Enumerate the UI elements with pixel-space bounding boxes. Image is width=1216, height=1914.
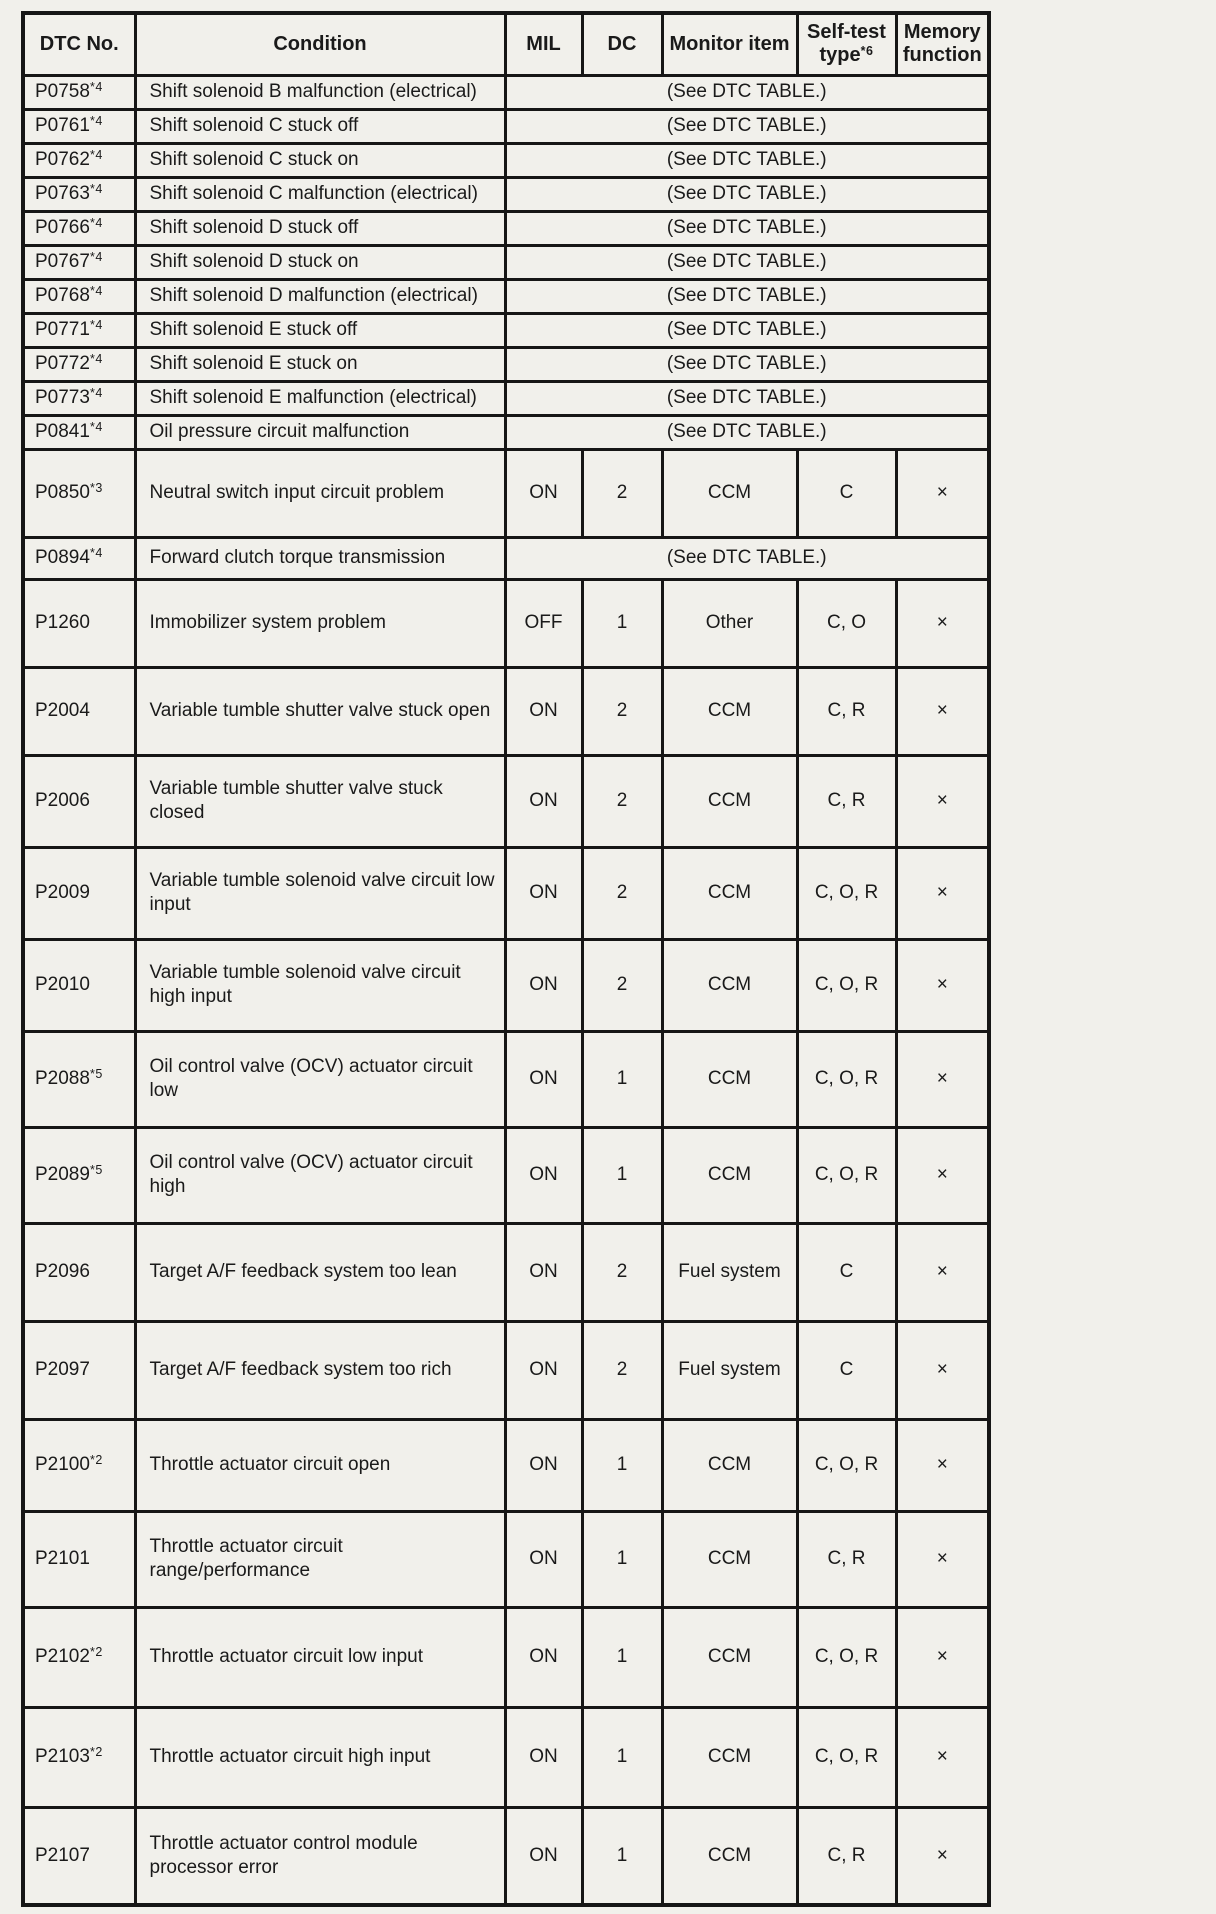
dc-cell: 1 (582, 1511, 662, 1607)
dtc-code-cell (23, 1419, 135, 1511)
dtc-code-cell (23, 313, 135, 347)
condition-cell: Throttle actuator control module processor error (135, 1807, 505, 1905)
table-row (23, 939, 989, 1031)
mil-cell: ON (505, 847, 582, 939)
monitor-item-cell: CCM (662, 755, 797, 847)
dtc-code-cell (23, 847, 135, 939)
see-dtc-table-cell: (See DTC TABLE.) (505, 109, 989, 143)
dtc-code: P2088 (35, 1068, 90, 1090)
self-test-type-cell: C (797, 449, 896, 537)
dtc-superscript: *2 (89, 1453, 103, 1468)
table-row (23, 1321, 989, 1419)
memory-function-cell: × (896, 847, 989, 939)
see-dtc-table-cell: (See DTC TABLE.) (505, 415, 989, 449)
dtc-code: P2100 (35, 1454, 90, 1476)
see-dtc-table-cell: (See DTC TABLE.) (505, 279, 989, 313)
dtc-code-cell (23, 1707, 135, 1807)
self-test-type-cell: C, R (797, 1807, 896, 1905)
dtc-code-cell (23, 537, 135, 579)
dtc-code: P0766 (35, 217, 90, 239)
dtc-code-cell (23, 245, 135, 279)
self-test-type-cell: C, O, R (797, 1607, 896, 1707)
condition-cell: Variable tumble solenoid valve circuit low input (135, 847, 505, 939)
monitor-item-cell: CCM (662, 1607, 797, 1707)
memory-function-cell: × (896, 449, 989, 537)
dc-cell: 2 (582, 939, 662, 1031)
self-test-type-label: Self-test type (807, 21, 886, 67)
table-row (23, 415, 989, 449)
dtc-code: P2107 (35, 1844, 90, 1866)
table-row (23, 347, 989, 381)
monitor-item-cell: CCM (662, 939, 797, 1031)
condition-cell: Shift solenoid C malfunction (electrical) (135, 177, 505, 211)
table-row (23, 211, 989, 245)
dtc-code: P0762 (35, 149, 90, 171)
dtc-code-cell (23, 177, 135, 211)
dtc-superscript: *4 (89, 386, 103, 401)
mil-cell: ON (505, 667, 582, 755)
dtc-code-cell (23, 1223, 135, 1321)
condition-cell: Throttle actuator circuit high input (135, 1707, 505, 1807)
memory-function-cell: × (896, 1419, 989, 1511)
dc-cell: 2 (582, 667, 662, 755)
dc-cell: 2 (582, 449, 662, 537)
monitor-item-cell: CCM (662, 1031, 797, 1127)
dtc-superscript: *4 (89, 182, 103, 197)
dtc-code-cell (23, 667, 135, 755)
see-dtc-table-cell: (See DTC TABLE.) (505, 143, 989, 177)
dc-cell: 2 (582, 1321, 662, 1419)
mil-cell: ON (505, 1807, 582, 1905)
memory-function-cell: × (896, 755, 989, 847)
dtc-code: P0894 (35, 547, 90, 569)
mil-cell: ON (505, 1031, 582, 1127)
self-test-type-cell: C, O (797, 579, 896, 667)
memory-function-cell: × (896, 1321, 989, 1419)
condition-cell: Shift solenoid C stuck on (135, 143, 505, 177)
dtc-superscript: *4 (89, 420, 103, 435)
condition-cell: Shift solenoid D malfunction (electrical) (135, 279, 505, 313)
see-dtc-table-cell: (See DTC TABLE.) (505, 75, 989, 109)
table-row (23, 579, 989, 667)
dtc-code: P2006 (35, 790, 90, 812)
memory-function-cell: × (896, 1511, 989, 1607)
dtc-superscript: *5 (89, 1163, 103, 1178)
self-test-type-cell: C, O, R (797, 847, 896, 939)
dtc-code: P2010 (35, 974, 90, 996)
table-row (23, 537, 989, 579)
table-row (23, 449, 989, 537)
self-test-type-cell: C (797, 1223, 896, 1321)
dtc-code: P0768 (35, 285, 90, 307)
monitor-item-cell: CCM (662, 1419, 797, 1511)
self-test-type-cell: C, O, R (797, 1127, 896, 1223)
table-row (23, 177, 989, 211)
memory-function-cell: × (896, 1807, 989, 1905)
table-row (23, 1607, 989, 1707)
table-row (23, 313, 989, 347)
mil-cell: ON (505, 1419, 582, 1511)
condition-cell: Shift solenoid E stuck off (135, 313, 505, 347)
table-row (23, 1707, 989, 1807)
condition-cell: Shift solenoid B malfunction (electrical) (135, 75, 505, 109)
monitor-item-cell: Other (662, 579, 797, 667)
table-row (23, 279, 989, 313)
column-header-monitor-item: Monitor item (662, 13, 797, 75)
memory-function-cell: × (896, 579, 989, 667)
dtc-superscript: *4 (89, 546, 103, 561)
dtc-code-cell (23, 1607, 135, 1707)
dtc-superscript: *2 (89, 1745, 103, 1760)
table-row (23, 75, 989, 109)
table-row (23, 847, 989, 939)
dtc-table (21, 11, 991, 1907)
table-row (23, 1031, 989, 1127)
see-dtc-table-cell: (See DTC TABLE.) (505, 537, 989, 579)
dtc-superscript: *4 (89, 80, 103, 95)
dtc-code: P1260 (35, 612, 90, 634)
self-test-type-cell: C, O, R (797, 1419, 896, 1511)
dtc-code: P0841 (35, 421, 90, 443)
table-row (23, 1127, 989, 1223)
dtc-code: P0773 (35, 387, 90, 409)
self-test-type-cell: C, R (797, 667, 896, 755)
monitor-item-cell: Fuel system (662, 1223, 797, 1321)
self-test-type-cell: C (797, 1321, 896, 1419)
monitor-item-cell: CCM (662, 847, 797, 939)
condition-cell: Shift solenoid D stuck off (135, 211, 505, 245)
self-test-type-cell: C, O, R (797, 939, 896, 1031)
dtc-superscript: *4 (89, 352, 103, 367)
condition-cell: Shift solenoid E malfunction (electrical) (135, 381, 505, 415)
dtc-superscript: *4 (89, 148, 103, 163)
dtc-code-cell (23, 1127, 135, 1223)
memory-function-cell: × (896, 939, 989, 1031)
monitor-item-cell: CCM (662, 1707, 797, 1807)
table-row (23, 1419, 989, 1511)
dc-cell: 1 (582, 1031, 662, 1127)
dtc-superscript: *4 (89, 114, 103, 129)
dtc-code-cell (23, 211, 135, 245)
condition-cell: Variable tumble solenoid valve circuit high input (135, 939, 505, 1031)
dtc-code-cell (23, 1031, 135, 1127)
mil-cell: ON (505, 755, 582, 847)
mil-cell: ON (505, 1511, 582, 1607)
dtc-code-cell (23, 279, 135, 313)
memory-function-cell: × (896, 667, 989, 755)
condition-cell: Target A/F feedback system too lean (135, 1223, 505, 1321)
table-row (23, 1807, 989, 1905)
table-row (23, 755, 989, 847)
dtc-code: P2097 (35, 1359, 90, 1381)
dtc-superscript: *4 (89, 284, 103, 299)
dtc-code: P2101 (35, 1548, 90, 1570)
dtc-superscript: *4 (89, 216, 103, 231)
self-test-type-cell: C, R (797, 755, 896, 847)
dtc-code-cell (23, 579, 135, 667)
condition-cell: Throttle actuator circuit range/performance (135, 1511, 505, 1607)
condition-cell: Neutral switch input circuit problem (135, 449, 505, 537)
condition-cell: Variable tumble shutter valve stuck open (135, 667, 505, 755)
dtc-superscript: *4 (89, 250, 103, 265)
table-row (23, 1223, 989, 1321)
dtc-code: P0771 (35, 319, 90, 341)
condition-cell: Oil control valve (OCV) actuator circuit low (135, 1031, 505, 1127)
dtc-code-cell (23, 1511, 135, 1607)
dtc-superscript: *3 (89, 481, 103, 496)
dc-cell: 1 (582, 579, 662, 667)
dc-cell: 1 (582, 1419, 662, 1511)
dtc-code: P0772 (35, 353, 90, 375)
memory-function-cell: × (896, 1031, 989, 1127)
dc-cell: 1 (582, 1607, 662, 1707)
condition-cell: Immobilizer system problem (135, 579, 505, 667)
column-header-condition: Condition (135, 13, 505, 75)
monitor-item-cell: CCM (662, 1511, 797, 1607)
table-row (23, 245, 989, 279)
condition-cell: Shift solenoid D stuck on (135, 245, 505, 279)
dtc-code: P2102 (35, 1646, 90, 1668)
dtc-code-cell (23, 1807, 135, 1905)
dtc-code-cell (23, 109, 135, 143)
dtc-code: P0763 (35, 183, 90, 205)
condition-cell: Forward clutch torque transmission (135, 537, 505, 579)
see-dtc-table-cell: (See DTC TABLE.) (505, 211, 989, 245)
dc-cell: 1 (582, 1127, 662, 1223)
monitor-item-cell: CCM (662, 667, 797, 755)
dtc-code: P2103 (35, 1746, 90, 1768)
column-header-self-test-type (797, 13, 896, 75)
mil-cell: ON (505, 1707, 582, 1807)
dtc-code: P0850 (35, 482, 90, 504)
table-row (23, 143, 989, 177)
see-dtc-table-cell: (See DTC TABLE.) (505, 245, 989, 279)
dtc-code-cell (23, 415, 135, 449)
dtc-code-cell (23, 939, 135, 1031)
dtc-code-cell (23, 1321, 135, 1419)
dtc-superscript: *5 (89, 1067, 103, 1082)
mil-cell: ON (505, 1127, 582, 1223)
table-row (23, 667, 989, 755)
dtc-code-cell (23, 381, 135, 415)
memory-function-cell: × (896, 1707, 989, 1807)
monitor-item-cell: Fuel system (662, 1321, 797, 1419)
header-superscript: *6 (860, 44, 874, 59)
dtc-code: P2004 (35, 700, 90, 722)
mil-cell: ON (505, 939, 582, 1031)
monitor-item-cell: CCM (662, 1807, 797, 1905)
dtc-superscript: *4 (89, 318, 103, 333)
memory-function-cell: × (896, 1223, 989, 1321)
memory-function-cell: × (896, 1127, 989, 1223)
mil-cell: OFF (505, 579, 582, 667)
dtc-code: P2096 (35, 1261, 90, 1283)
condition-cell: Oil pressure circuit malfunction (135, 415, 505, 449)
dtc-code: P0758 (35, 81, 90, 103)
dtc-code-cell (23, 143, 135, 177)
condition-cell: Throttle actuator circuit open (135, 1419, 505, 1511)
self-test-type-cell: C, R (797, 1511, 896, 1607)
dtc-code-cell (23, 75, 135, 109)
self-test-type-cell: C, O, R (797, 1707, 896, 1807)
dc-cell: 2 (582, 755, 662, 847)
dtc-code: P0761 (35, 115, 90, 137)
see-dtc-table-cell: (See DTC TABLE.) (505, 313, 989, 347)
see-dtc-table-cell: (See DTC TABLE.) (505, 347, 989, 381)
column-header-dtc-no: DTC No. (23, 13, 135, 75)
dtc-code: P2009 (35, 882, 90, 904)
header-row (23, 13, 989, 75)
table-row (23, 109, 989, 143)
see-dtc-table-cell: (See DTC TABLE.) (505, 177, 989, 211)
dtc-code-cell (23, 755, 135, 847)
dc-cell: 1 (582, 1707, 662, 1807)
dtc-code: P0767 (35, 251, 90, 273)
condition-cell: Throttle actuator circuit low input (135, 1607, 505, 1707)
dtc-code-cell (23, 449, 135, 537)
condition-cell: Variable tumble shutter valve stuck closed (135, 755, 505, 847)
dtc-superscript: *2 (89, 1645, 103, 1660)
self-test-type-cell: C, O, R (797, 1031, 896, 1127)
memory-function-cell: × (896, 1607, 989, 1707)
condition-cell: Shift solenoid C stuck off (135, 109, 505, 143)
table-row (23, 381, 989, 415)
column-header-memory-function: Memory function (896, 13, 989, 75)
monitor-item-cell: CCM (662, 449, 797, 537)
dc-cell: 2 (582, 847, 662, 939)
mil-cell: ON (505, 1321, 582, 1419)
mil-cell: ON (505, 449, 582, 537)
column-header-dc: DC (582, 13, 662, 75)
table-row (23, 1511, 989, 1607)
condition-cell: Oil control valve (OCV) actuator circuit high (135, 1127, 505, 1223)
dtc-code: P2089 (35, 1164, 90, 1186)
condition-cell: Target A/F feedback system too rich (135, 1321, 505, 1419)
mil-cell: ON (505, 1607, 582, 1707)
condition-cell: Shift solenoid E stuck on (135, 347, 505, 381)
column-header-mil: MIL (505, 13, 582, 75)
dtc-code-cell (23, 347, 135, 381)
dc-cell: 1 (582, 1807, 662, 1905)
mil-cell: ON (505, 1223, 582, 1321)
dc-cell: 2 (582, 1223, 662, 1321)
see-dtc-table-cell: (See DTC TABLE.) (505, 381, 989, 415)
monitor-item-cell: CCM (662, 1127, 797, 1223)
